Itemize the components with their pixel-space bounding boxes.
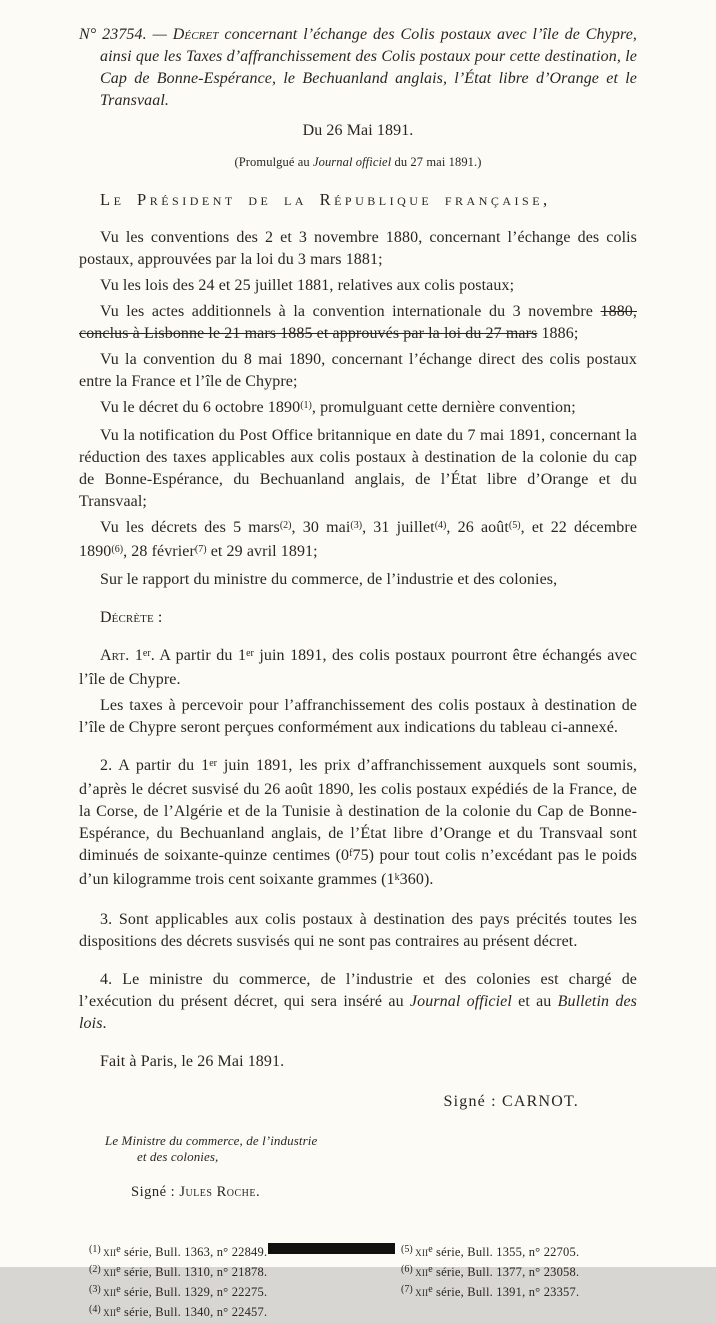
text-run: Du 26 Mai 1891. [302,122,414,139]
text-run: 360). [399,871,434,888]
text-run: concernant l’échange des Colis postaux avec l’île de Chypre, ainsi que les Taxes d’affranchissement des Colis postaux pour cette destination, le Cap de Bonne-Espérance, le Bechuanland anglais, l’État libre d’Orange et le Transvaal. [100,26,637,109]
text-run: 75) pour tout colis n’excédant pas le poids d’un kilogramme trois cent soixante grammes (1 [79,847,637,888]
scan-artifact-bar [268,1243,395,1254]
text-run: e [116,1304,121,1315]
visa-decrets-1890-1891 [79,517,637,565]
text-run: e [116,1264,121,1275]
footnote-7 [401,1283,579,1303]
text-run: e [428,1244,433,1255]
text-run: , 26 août [446,519,509,536]
text-run: xii [415,1285,429,1299]
text-run: xii [103,1305,117,1319]
text-run: (7) [194,544,207,555]
text-run: , 31 juillet [362,519,435,536]
visa-lois-1881 [79,275,637,297]
text-run: Les taxes à percevoir pour l’affranchissement des colis postaux à destination de l’île de Chypre seront perçues conformément aux indications du tableau ci-annexé. [79,697,637,736]
signature-minister [131,1181,637,1203]
text-run: , 28 février [123,543,195,560]
text-run: . [102,1015,107,1032]
promulgation-note [79,154,637,171]
text-run: 4. Le ministre du commerce, de l’industrie et des colonies est chargé de l’exécution du présent décret, qui sera inséré au [79,971,637,1010]
text-run: Le Ministre du commerce, de l’industrie [105,1133,318,1148]
text-run: et au [511,993,558,1010]
text-run: 1886; [537,325,579,342]
text-run: juin 1891, les prix d’affranchissement auxquels sont soumis, d’après le décret susvisé du 26 août 1890, les colis postaux expédiés de la France, de la Corse, de l’Algérie et de la Tunisie à destination de la colonie du Cap de Bonne-Espérance, du Bechuanland anglais, de l’État libre d’Orange et du Transvaal sont diminués de soixante-quinze centimes (0 [79,757,637,864]
text-run: er [246,648,254,659]
text-run: er [209,758,217,769]
minister-title-line2 [137,1149,637,1165]
text-run: 1880, conclus à Lisbonne le 21 mars 1885 et approuvés par la loi du 27 mars [79,303,637,342]
decrete [79,607,637,629]
text-run: k [394,872,400,883]
article-4 [79,969,637,1035]
footnotes-left [79,1243,391,1323]
text-run: (2) [279,520,292,531]
text-run: . [255,1184,261,1200]
text-run: (6) [111,544,124,555]
visa-notification-post-office [79,425,637,513]
text-run: , et 22 décembre 1890 [79,519,638,560]
text-run: Art. [100,647,130,664]
text-run: et 29 avril 1891; [206,543,318,560]
decree-heading [79,24,637,112]
text-run: 3. Sont applicables aux colis postaux à destination des pays précités toutes les dispositions des décrets susvisés qui ne sont pas contraires au présent décret. [79,911,637,950]
text-run: série, Bull. 1340, n° 22457. [120,1305,268,1319]
article-1-alinea-2 [79,695,637,739]
text-run: (1) [89,1244,104,1255]
text-run: Vu la convention du 8 mai 1890, concernant l’échange direct des colis postaux entre la France et l’île de Chypre; [79,351,637,390]
footnote-3 [89,1283,391,1303]
text-run: (5) [508,520,521,531]
footnotes [79,1243,637,1323]
text-run: Décrète : [100,609,163,626]
text-run: Vu la notification du Post Office britannique en date du 7 mai 1891, concernant la réduction des taxes applicables aux colis postaux à destination de la colonie du cap de Bonne-Espérance, du Bechuanland anglais, de l’État libre d’Orange et du Transvaal; [79,427,637,510]
text-run: xii [103,1285,117,1299]
text-run: e [428,1264,433,1275]
text-run: f [349,848,353,859]
text-run: Le Président de la République française, [100,190,551,209]
text-run: (6) [401,1264,416,1275]
text-run: Journal officiel [409,993,512,1010]
text-run: 2. A partir du 1 [100,757,210,774]
text-run: (Promulgué au [234,155,313,169]
text-run: (2) [89,1264,104,1275]
president-line [79,189,637,211]
text-run: Décret [172,26,219,43]
footnotes-right [391,1243,579,1323]
minister-title-line1 [105,1133,637,1149]
footnote-6 [401,1263,579,1283]
text-run: Vu les conventions des 2 et 3 novembre 1880, concernant l’échange des colis postaux, approuvées par la loi du 3 mars 1881; [79,229,637,268]
text-run: série, Bull. 1377, n° 23058. [432,1265,580,1279]
text-run: Vu les lois des 24 et 25 juillet 1881, relatives aux colis postaux; [100,277,515,294]
text-run: Vu le décret du 6 octobre 1890 [100,399,301,416]
text-run: Jules Roche [179,1184,256,1200]
text-run: (3) [89,1284,104,1295]
text-run: . A partir du 1 [150,647,247,664]
article-2 [79,755,637,893]
text-run: (7) [401,1284,416,1295]
text-run: Signé : CARNOT. [443,1093,579,1110]
text-run: xii [415,1245,429,1259]
text-run: xii [103,1245,117,1259]
text-run: et des colonies, [137,1149,219,1164]
article-3 [79,909,637,953]
text-run: Vu les actes additionnels à la convention internationale du 3 novembre [100,303,601,320]
text-run: , promulguant cette dernière convention; [311,399,576,416]
text-run: série, Bull. 1355, n° 22705. [432,1245,580,1259]
visa-decret-6-octobre [79,397,637,421]
document-blocks [79,24,637,1203]
text-run: 1 [129,647,143,664]
text-run: e [428,1284,433,1295]
text-run: (5) [401,1244,416,1255]
signature-president [79,1091,637,1113]
text-run: er [142,648,151,659]
text-run: Journal officiel [312,155,392,169]
text-run: Sur le rapport du ministre du commerce, de l’industrie et des colonies, [100,571,558,588]
text-run: Vu les décrets des 5 mars [100,519,280,536]
text-run: du 27 mai 1891.) [391,155,482,169]
document-content [79,24,637,1323]
text-run: (4) [434,520,447,531]
text-run: N° 23754. — [79,26,173,43]
text-run: série, Bull. 1329, n° 22275. [120,1285,268,1299]
rapport-ministre [79,569,637,591]
text-run: Bulletin des lois [79,993,637,1032]
fait-a-paris [79,1051,637,1073]
footnote-4 [89,1303,391,1323]
text-run: juin 1891, des colis postaux pourront être échangés avec l’île de Chypre. [79,647,637,688]
text-run: (1) [300,400,312,411]
visa-convention-1890 [79,349,637,393]
text-run: Fait à Paris, le 26 Mai 1891. [100,1053,285,1070]
text-run: série, Bull. 1310, n° 21878. [120,1265,268,1279]
visa-actes-additionnels [79,301,637,345]
text-run: Signé : [131,1184,180,1200]
text-run: , 30 mai [291,519,351,536]
text-run: série, Bull. 1391, n° 23357. [432,1285,580,1299]
text-run: (4) [89,1304,104,1315]
text-run: xii [103,1265,117,1279]
decree-date [79,120,637,142]
footnote-5 [401,1243,579,1263]
text-run: (3) [350,520,363,531]
text-run: série, Bull. 1363, n° 22849. [120,1245,268,1259]
text-run: e [116,1284,121,1295]
text-run: e [116,1244,121,1255]
text-run: xii [415,1265,429,1279]
footnote-2 [89,1263,391,1283]
article-1 [79,645,637,691]
visa-conventions-1880 [79,227,637,271]
